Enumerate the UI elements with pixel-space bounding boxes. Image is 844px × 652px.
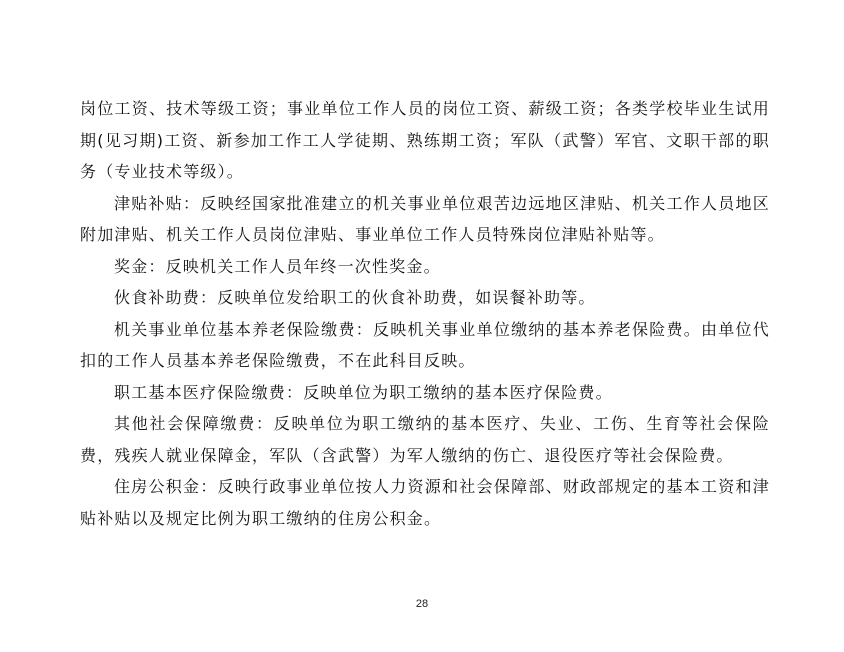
paragraph-allowances: 津贴补贴：反映经国家批准建立的机关事业单位艰苦边远地区津贴、机关工作人员地区附加津贴、机关工作人员岗位津贴、事业单位工作人员特殊岗位津贴补贴等。 <box>80 193 770 244</box>
paragraph-pension-insurance: 机关事业单位基本养老保险缴费：反映机关事业单位缴纳的基本养老保险费。由单位代扣的工作人员基本养老保险缴费，不在此科目反映。 <box>80 319 770 370</box>
body-text <box>80 93 770 534</box>
paragraph-bonus: 奖金：反映机关工作人员年终一次性奖金。 <box>114 256 441 276</box>
paragraph-continuation: 岗位工资、技术等级工资；事业单位工作人员的岗位工资、薪级工资；各类学校毕业生试用期(见习期)工资、新参加工作工人学徒期、熟练期工资；军队（武警）军官、文职干部的职务（专业技术等级）。 <box>80 99 770 181</box>
paragraph-housing-fund: 住房公积金：反映行政事业单位按人力资源和社会保障部、财政部规定的基本工资和津贴补贴以及规定比例为职工缴纳的住房公积金。 <box>80 477 770 528</box>
paragraph-medical-insurance: 职工基本医疗保险缴费：反映单位为职工缴纳的基本医疗保险费。 <box>114 382 613 402</box>
page-number: 28 <box>415 598 429 610</box>
paragraph-meal-subsidy: 伙食补助费：反映单位发给职工的伙食补助费，如误餐补助等。 <box>114 288 596 307</box>
paragraph-other-social-security: 其他社会保障缴费：反映单位为职工缴纳的基本医疗、失业、工伤、生育等社会保险费，残疾人就业保障金，军队（含武警）为军人缴纳的伤亡、退役医疗等社会保险费。 <box>80 414 770 465</box>
